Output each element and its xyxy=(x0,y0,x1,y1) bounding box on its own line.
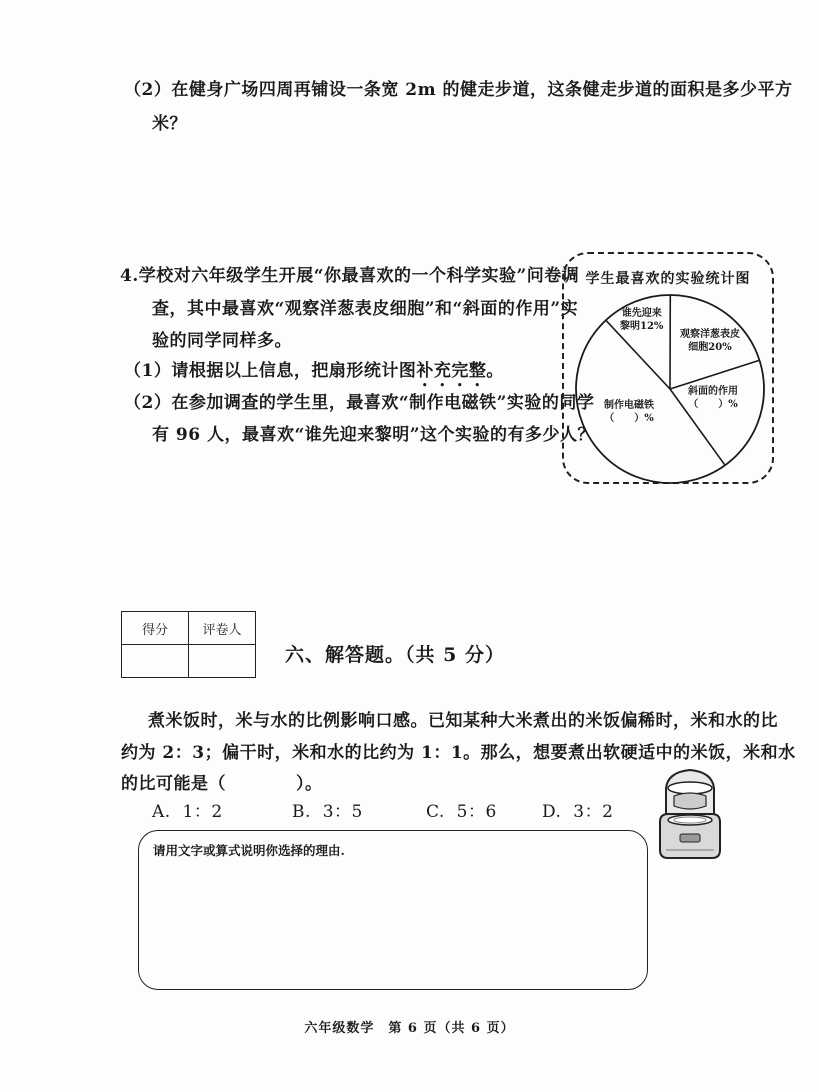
q4-part2-line2: 有 96 人，最喜欢“谁先迎来黎明”这个实验的有多少人？ xyxy=(152,425,596,445)
option-d[interactable]: D. 3：2 xyxy=(542,802,614,822)
score-header: 得分 xyxy=(122,612,189,645)
reason-prompt: 请用文字或算式说明你选择的理由. xyxy=(153,843,345,858)
rice-cooker-icon xyxy=(654,766,724,862)
pie-label-magnet: 制作电磁铁 （ ）% xyxy=(604,400,654,424)
chart-title: 学生最喜欢的实验统计图 xyxy=(585,271,751,287)
section6-para-line1: 煮米饭时，米与水的比例影响口感。已知某种大米煮出的米饭偏稀时，米和水的比 xyxy=(148,711,778,731)
q3-part2-line1: （2）在健身广场四周再铺设一条宽 2m 的健走步道，这条健走步道的面积是多少平方 xyxy=(124,80,793,100)
pie-label-dawn: 谁先迎来 黎明12% xyxy=(620,308,664,332)
grader-cell[interactable] xyxy=(189,645,256,678)
q4-line3: 验的同学同样多。 xyxy=(152,331,292,351)
option-c[interactable]: C. 5：6 xyxy=(426,802,497,822)
q4-line1: 4.学校对六年级学生开展“你最喜欢的一个科学实验”问卷调 xyxy=(120,266,580,286)
pie-divider-onion-slope xyxy=(670,360,760,389)
q4-part1 xyxy=(124,361,504,391)
pie-label-slope: 斜面的作用 （ ）% xyxy=(688,386,738,410)
pie-label-onion: 观察洋葱表皮 细胞20% xyxy=(680,329,740,353)
q4-part1-prefix: （1）请根据以上信息，把扇形统计图 xyxy=(124,361,417,381)
score-table xyxy=(121,611,256,678)
q4-part2-line1: （2）在参加调查的学生里，最喜欢“制作电磁铁”实验的同学 xyxy=(124,393,595,413)
pie-chart xyxy=(562,252,774,484)
score-cell[interactable] xyxy=(122,645,189,678)
section6-title: 六、解答题。（共 5 分） xyxy=(285,644,505,666)
option-b[interactable]: B. 3：5 xyxy=(292,802,363,822)
section6-para-line2: 约为 2：3；偏干时，米和水的比约为 1：1。那么，想要煮出软硬适中的米饭，米和水 xyxy=(121,743,796,763)
page-footer: 六年级数学 第 6 页（共 6 页） xyxy=(304,1021,515,1036)
q4-part1-dotted: 补充完整 xyxy=(416,361,487,381)
option-a[interactable]: A. 1：2 xyxy=(152,802,223,822)
q4-part1-suffix: 。 xyxy=(486,361,504,381)
grader-header: 评卷人 xyxy=(189,612,256,645)
q3-part2-line2: 米？ xyxy=(152,114,187,134)
section6-para-line3: 的比可能是（ ）。 xyxy=(121,774,323,794)
reason-answer-box[interactable] xyxy=(138,830,648,990)
q4-line2: 查，其中最喜欢“观察洋葱表皮细胞”和“斜面的作用”实 xyxy=(152,299,579,319)
